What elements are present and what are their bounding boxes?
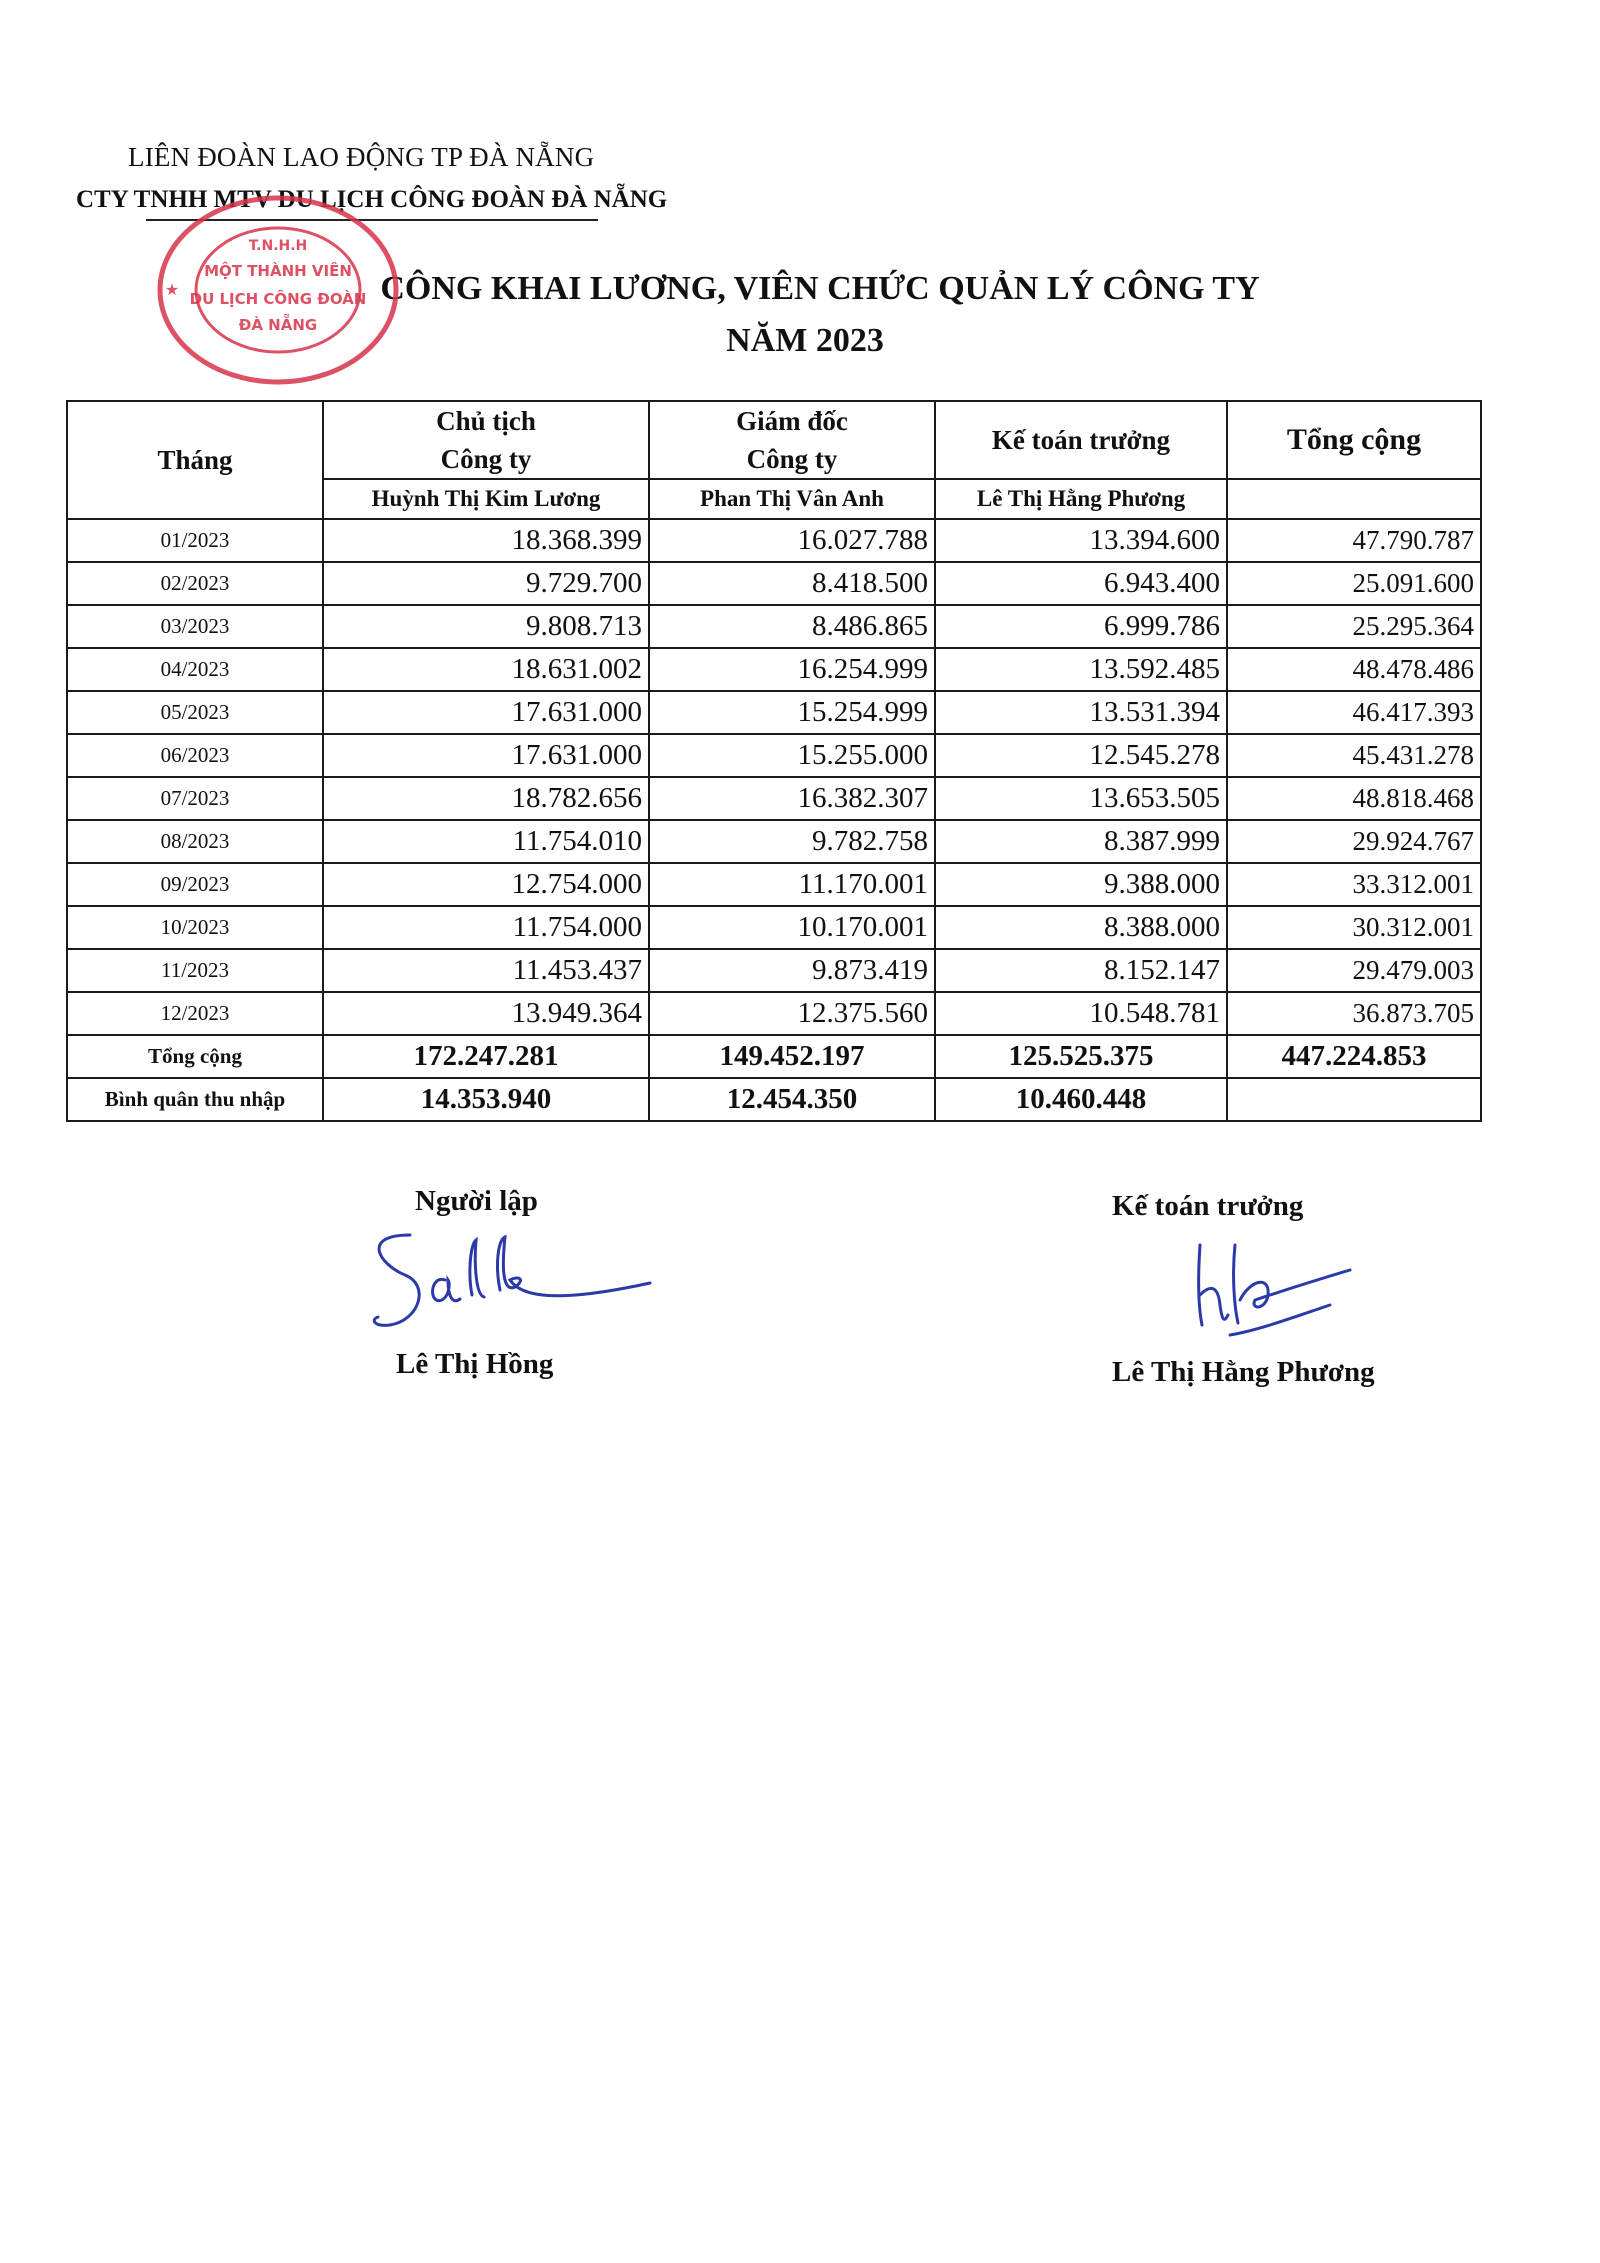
average-chairman: 14.353.940 <box>323 1078 649 1121</box>
table-row <box>67 562 1481 605</box>
header-chairman-company: Công ty <box>440 444 532 474</box>
row-total-cell: 30.312.001 <box>1227 906 1481 949</box>
row-total-cell: 25.295.364 <box>1227 605 1481 648</box>
average-chief-accountant: 10.460.448 <box>935 1078 1227 1121</box>
month-cell: 02/2023 <box>67 562 323 605</box>
chief-accountant-salary-cell: 12.545.278 <box>935 734 1227 777</box>
header-month: Tháng <box>67 401 323 519</box>
month-cell: 08/2023 <box>67 820 323 863</box>
header-chairman <box>323 401 649 479</box>
chief-accountant-salary-cell: 9.388.000 <box>935 863 1227 906</box>
total-label: Tổng cộng <box>67 1035 323 1078</box>
table-average-row <box>67 1078 1481 1121</box>
chairman-salary-cell: 9.729.700 <box>323 562 649 605</box>
chief-accountant-name: Lê Thị Hằng Phương <box>1112 1356 1375 1388</box>
preparer-name: Lê Thị Hồng <box>396 1348 554 1380</box>
chairman-salary-cell: 13.949.364 <box>323 992 649 1035</box>
row-total-cell: 33.312.001 <box>1227 863 1481 906</box>
salary-table <box>66 400 1482 1122</box>
month-cell: 04/2023 <box>67 648 323 691</box>
chief-accountant-salary-cell: 13.653.505 <box>935 777 1227 820</box>
svg-text:T.N.H.H: T.N.H.H <box>248 238 308 254</box>
header-chief-accountant: Kế toán trưởng <box>935 401 1227 479</box>
table-body <box>67 519 1481 1035</box>
chief-accountant-salary-cell: 13.592.485 <box>935 648 1227 691</box>
org-parent-name: LIÊN ĐOÀN LAO ĐỘNG TP ĐÀ NẴNG <box>128 142 595 172</box>
table-row <box>67 820 1481 863</box>
svg-text:★: ★ <box>164 280 180 299</box>
director-salary-cell: 8.418.500 <box>649 562 935 605</box>
header-total: Tổng cộng <box>1227 401 1481 479</box>
table-row <box>67 949 1481 992</box>
row-total-cell: 36.873.705 <box>1227 992 1481 1035</box>
table-total-row <box>67 1035 1481 1078</box>
director-salary-cell: 10.170.001 <box>649 906 935 949</box>
month-cell: 07/2023 <box>67 777 323 820</box>
preparer-title: Người lập <box>415 1185 538 1217</box>
director-salary-cell: 9.782.758 <box>649 820 935 863</box>
table-header-row <box>67 401 1481 479</box>
row-total-cell: 45.431.278 <box>1227 734 1481 777</box>
table-row <box>67 691 1481 734</box>
header-director-company: Công ty <box>746 444 838 474</box>
chairman-salary-cell: 17.631.000 <box>323 734 649 777</box>
document-title: CÔNG KHAI LƯƠNG, VIÊN CHỨC QUẢN LÝ CÔNG TY <box>380 270 1260 307</box>
row-total-cell: 47.790.787 <box>1227 519 1481 562</box>
row-total-cell: 46.417.393 <box>1227 691 1481 734</box>
name-chairman: Huỳnh Thị Kim Lương <box>323 479 649 519</box>
table-row <box>67 863 1481 906</box>
svg-text:ĐÀ NẴNG: ĐÀ NẴNG <box>238 316 318 334</box>
table-row <box>67 605 1481 648</box>
name-director: Phan Thị Vân Anh <box>649 479 935 519</box>
row-total-cell: 29.479.003 <box>1227 949 1481 992</box>
chairman-salary-cell: 12.754.000 <box>323 863 649 906</box>
chairman-salary-cell: 17.631.000 <box>323 691 649 734</box>
chairman-salary-cell: 9.808.713 <box>323 605 649 648</box>
table-row <box>67 906 1481 949</box>
chief-accountant-salary-cell: 8.387.999 <box>935 820 1227 863</box>
chief-accountant-salary-cell: 8.152.147 <box>935 949 1227 992</box>
table-row <box>67 777 1481 820</box>
row-total-cell: 48.818.468 <box>1227 777 1481 820</box>
company-seal-stamp <box>150 190 420 390</box>
chief-accountant-title: Kế toán trưởng <box>1112 1190 1304 1222</box>
average-total-empty <box>1227 1078 1481 1121</box>
director-salary-cell: 15.254.999 <box>649 691 935 734</box>
header-director <box>649 401 935 479</box>
director-salary-cell: 16.027.788 <box>649 519 935 562</box>
chief-accountant-signature <box>1180 1225 1360 1345</box>
chief-accountant-salary-cell: 8.388.000 <box>935 906 1227 949</box>
total-director: 149.452.197 <box>649 1035 935 1078</box>
month-cell: 12/2023 <box>67 992 323 1035</box>
chairman-salary-cell: 18.368.399 <box>323 519 649 562</box>
chief-accountant-salary-cell: 13.531.394 <box>935 691 1227 734</box>
table-row <box>67 992 1481 1035</box>
chairman-salary-cell: 18.782.656 <box>323 777 649 820</box>
director-salary-cell: 16.254.999 <box>649 648 935 691</box>
chief-accountant-salary-cell: 6.943.400 <box>935 562 1227 605</box>
row-total-cell: 25.091.600 <box>1227 562 1481 605</box>
chief-accountant-salary-cell: 10.548.781 <box>935 992 1227 1035</box>
director-salary-cell: 8.486.865 <box>649 605 935 648</box>
table-row <box>67 648 1481 691</box>
preparer-signature <box>350 1225 660 1335</box>
name-chief-accountant: Lê Thị Hằng Phương <box>935 479 1227 519</box>
total-chairman: 172.247.281 <box>323 1035 649 1078</box>
month-cell: 06/2023 <box>67 734 323 777</box>
chairman-salary-cell: 11.453.437 <box>323 949 649 992</box>
chief-accountant-salary-cell: 6.999.786 <box>935 605 1227 648</box>
svg-text:DU LỊCH CÔNG ĐOÀN: DU LỊCH CÔNG ĐOÀN <box>189 290 367 308</box>
month-cell: 11/2023 <box>67 949 323 992</box>
month-cell: 03/2023 <box>67 605 323 648</box>
month-cell: 09/2023 <box>67 863 323 906</box>
name-total-empty <box>1227 479 1481 519</box>
row-total-cell: 29.924.767 <box>1227 820 1481 863</box>
svg-text:MỘT THÀNH VIÊN: MỘT THÀNH VIÊN <box>204 262 352 280</box>
org-company-name: CTY TNHH MTV DU LỊCH CÔNG ĐOÀN ĐÀ NẴNG <box>76 186 668 213</box>
chairman-salary-cell: 11.754.010 <box>323 820 649 863</box>
director-salary-cell: 11.170.001 <box>649 863 935 906</box>
header-director-role: Giám đốc <box>736 406 848 436</box>
chairman-salary-cell: 11.754.000 <box>323 906 649 949</box>
average-director: 12.454.350 <box>649 1078 935 1121</box>
document-year: NĂM 2023 <box>726 322 884 359</box>
month-cell: 01/2023 <box>67 519 323 562</box>
director-salary-cell: 9.873.419 <box>649 949 935 992</box>
director-salary-cell: 15.255.000 <box>649 734 935 777</box>
total-chief-accountant: 125.525.375 <box>935 1035 1227 1078</box>
director-salary-cell: 12.375.560 <box>649 992 935 1035</box>
month-cell: 05/2023 <box>67 691 323 734</box>
table-row <box>67 519 1481 562</box>
month-cell: 10/2023 <box>67 906 323 949</box>
director-salary-cell: 16.382.307 <box>649 777 935 820</box>
row-total-cell: 48.478.486 <box>1227 648 1481 691</box>
chief-accountant-salary-cell: 13.394.600 <box>935 519 1227 562</box>
header-chairman-role: Chủ tịch <box>436 406 536 436</box>
table-row <box>67 734 1481 777</box>
total-grand: 447.224.853 <box>1227 1035 1481 1078</box>
average-label: Bình quân thu nhập <box>67 1078 323 1121</box>
chairman-salary-cell: 18.631.002 <box>323 648 649 691</box>
